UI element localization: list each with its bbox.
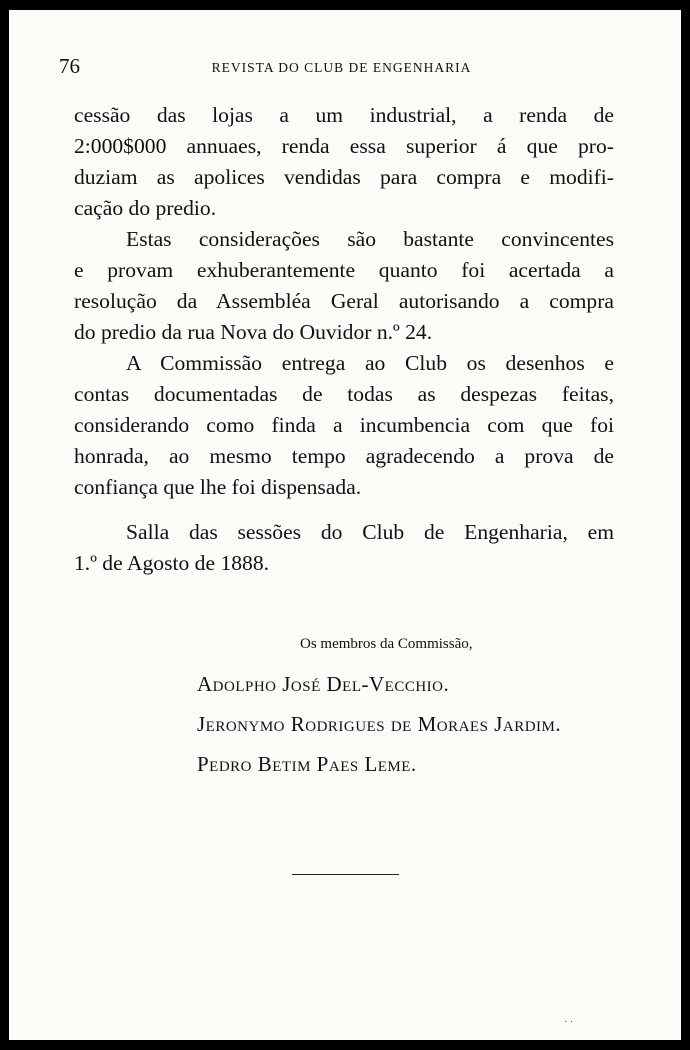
page-number: 76 <box>59 54 80 78</box>
paragraph-4 <box>74 517 614 579</box>
running-title: REVISTA DO CLUB DE ENGENHARIA <box>211 60 472 75</box>
text-line: confiança que lhe foi dispensada. <box>74 475 362 499</box>
text-line: A Commissão entrega ao Club os desenhos e <box>126 351 614 375</box>
text-line: do predio da rua Nova do Ouvidor n.º 24. <box>74 320 433 344</box>
text-line: duziam as apolices vendidas para compra e modifi- <box>74 165 614 189</box>
document-page <box>9 10 681 1040</box>
end-rule <box>292 874 399 875</box>
print-specks: · · <box>564 1017 574 1028</box>
paragraph-3 <box>74 348 614 503</box>
paragraph-1 <box>74 100 614 224</box>
signatory-name: Jeronymo Rodrigues de Moraes Jardim. <box>197 712 562 736</box>
text-line: 1.º de Agosto de 1888. <box>74 551 270 575</box>
signatory-name: Adolpho José Del-Vecchio. <box>197 672 450 696</box>
paragraph-2 <box>74 224 614 348</box>
text-line: Estas considerações são bastante convincentes <box>126 227 614 251</box>
text-line: 2:000$000 annuaes, renda essa superior á que pro- <box>74 134 614 158</box>
text-line: considerando como finda a incumbencia com que foi <box>74 413 614 437</box>
text-line: honrada, ao mesmo tempo agradecendo a prova de <box>74 444 614 468</box>
signatory-name: Pedro Betim Paes Leme. <box>197 752 417 776</box>
body-text <box>74 100 614 579</box>
text-line: e provam exhuberantemente quanto foi acertada a <box>74 258 614 282</box>
text-line: Salla das sessões do Club de Engenharia, em <box>126 520 614 544</box>
page-header <box>59 54 624 78</box>
text-line: cação do predio. <box>74 196 217 220</box>
text-line: cessão das lojas a um industrial, a renda de <box>74 103 614 127</box>
text-line: contas documentadas de todas as despezas feitas, <box>74 382 614 406</box>
text-line: resolução da Assembléa Geral autorisando a compra <box>74 289 614 313</box>
signature-header: Os membros da Commissão, <box>300 636 473 652</box>
